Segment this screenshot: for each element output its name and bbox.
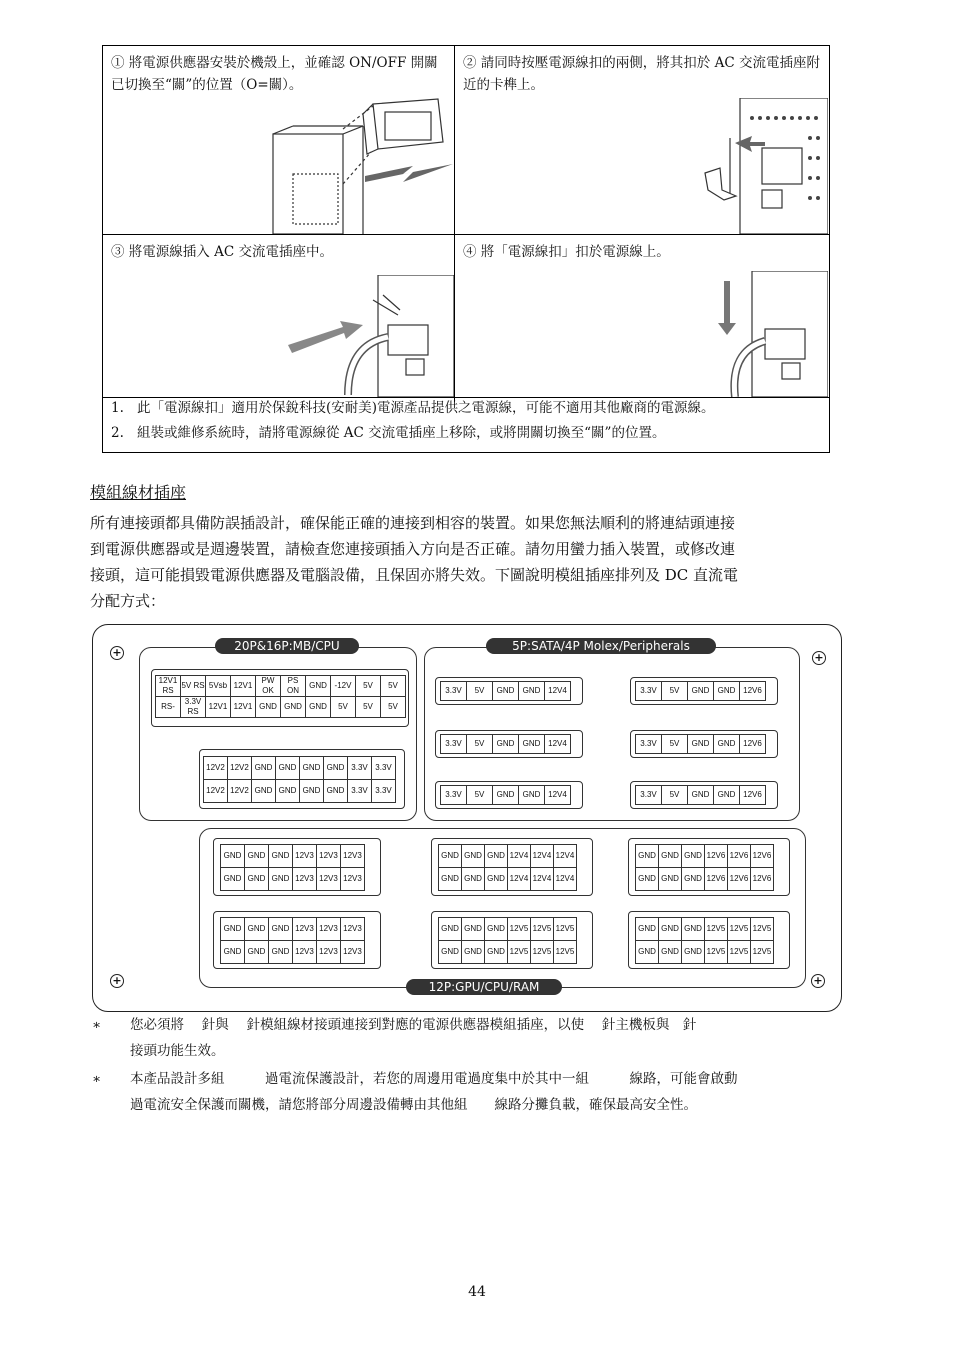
pin: GND xyxy=(682,845,705,868)
pin: GND xyxy=(485,941,508,964)
pin: GND xyxy=(324,757,348,780)
connector-12p xyxy=(628,838,790,896)
pin-table xyxy=(635,785,766,805)
section-title: 模組線材插座 xyxy=(90,483,187,502)
pin: GND xyxy=(682,868,705,891)
pin: GND xyxy=(485,845,508,868)
pin: GND xyxy=(276,757,300,780)
pin: 12V1 xyxy=(231,676,256,697)
pin: 5V xyxy=(467,786,493,805)
note-item xyxy=(111,398,821,418)
pin-table xyxy=(635,917,774,964)
pin-table xyxy=(440,785,571,805)
pin: GND xyxy=(659,868,682,891)
pin: 12V3 xyxy=(317,868,341,891)
pin: 3.3V xyxy=(441,735,467,754)
pin: 12V5 xyxy=(531,918,554,941)
connector-12p xyxy=(213,838,381,896)
connector-12p xyxy=(213,911,381,969)
pin: GND xyxy=(281,697,306,718)
pin: 5V xyxy=(467,682,493,701)
pin: 12V3 xyxy=(317,845,341,868)
pin: 12V3 xyxy=(293,918,317,941)
pin: GND xyxy=(519,786,545,805)
pin: 12V4 xyxy=(545,786,571,805)
pin: 12V6 xyxy=(705,845,728,868)
pin: 12V6 xyxy=(751,868,774,891)
pin: 12V4 xyxy=(545,735,571,754)
pin: GND xyxy=(300,780,324,803)
pin: GND xyxy=(439,845,462,868)
pin: GND xyxy=(306,697,331,718)
pin: 5V xyxy=(356,676,381,697)
pin: PW OK xyxy=(256,676,281,697)
pin: 3.3V xyxy=(372,757,396,780)
pin: GND xyxy=(714,786,740,805)
pin: 12V5 xyxy=(728,918,751,941)
pin: GND xyxy=(276,780,300,803)
pin: 3.3V RS xyxy=(181,697,206,718)
pin-table xyxy=(220,844,365,891)
pin: GND xyxy=(439,868,462,891)
connector-12p xyxy=(431,838,593,896)
pin: 12V6 xyxy=(728,868,751,891)
pin: 12V3 xyxy=(293,868,317,891)
paragraph-line: 所有連接頭都具備防誤插設計，確保能正確的連接到相容的裝置。如果您無法順利的將連結頭連接 xyxy=(90,514,736,532)
connector-5p xyxy=(435,730,583,758)
pin: 12V1 xyxy=(231,697,256,718)
pin: 12V4 xyxy=(554,845,577,868)
installation-steps-table xyxy=(102,45,830,453)
pin-table xyxy=(635,681,766,701)
step-cell xyxy=(103,235,454,397)
pin: GND xyxy=(221,941,245,964)
pin: 5V xyxy=(662,786,688,805)
pin: GND xyxy=(462,845,485,868)
pin: 5V xyxy=(381,676,406,697)
pin: 3.3V xyxy=(348,757,372,780)
pin: 12V4 xyxy=(545,682,571,701)
connector-5p xyxy=(630,677,778,705)
pin: 3.3V xyxy=(372,780,396,803)
clip-on-cord-illustration xyxy=(710,271,828,397)
paragraph-line: 分配方式： xyxy=(90,592,166,610)
pin: GND xyxy=(221,918,245,941)
pin: GND xyxy=(493,682,519,701)
note-number: 1. xyxy=(111,400,124,416)
mounting-hole-icon: + xyxy=(812,651,826,665)
pin: GND xyxy=(221,868,245,891)
pin: GND xyxy=(269,941,293,964)
pin: GND xyxy=(221,845,245,868)
pin: 3.3V xyxy=(636,735,662,754)
pin: GND xyxy=(439,941,462,964)
connector-5p xyxy=(630,781,778,809)
pin: 12V2 xyxy=(204,780,228,803)
pin: 12V5 xyxy=(751,941,774,964)
pin: PS ON xyxy=(281,676,306,697)
pin: GND xyxy=(493,735,519,754)
pin: GND xyxy=(306,676,331,697)
pin: GND xyxy=(485,918,508,941)
pin-table xyxy=(440,734,571,754)
pin: GND xyxy=(519,682,545,701)
pin: 12V3 xyxy=(341,868,365,891)
pin: GND xyxy=(688,682,714,701)
pin: 3.3V xyxy=(441,786,467,805)
pin: GND xyxy=(300,757,324,780)
pin: 12V4 xyxy=(531,868,554,891)
pin: GND xyxy=(493,786,519,805)
pin: 3.3V xyxy=(636,682,662,701)
cord-clip-illustration xyxy=(680,98,828,234)
pin: GND xyxy=(659,941,682,964)
pin-table xyxy=(220,917,365,964)
pin: GND xyxy=(659,918,682,941)
pin: 12V4 xyxy=(508,868,531,891)
pin: GND xyxy=(269,868,293,891)
pin: 5V xyxy=(662,682,688,701)
pin: GND xyxy=(252,780,276,803)
pin: 12V5 xyxy=(554,918,577,941)
pin: 12V1 xyxy=(206,697,231,718)
connector-12p xyxy=(431,911,593,969)
note-number: 2. xyxy=(111,425,124,441)
footnote-text: 接頭功能生效。 xyxy=(130,1043,225,1059)
mounting-hole-icon: + xyxy=(811,974,825,988)
step-text: ④ 將「電源線扣」扣於電源線上。 xyxy=(463,244,670,260)
pin: GND xyxy=(636,941,659,964)
step-cell xyxy=(455,235,829,397)
pin: GND xyxy=(714,735,740,754)
pin: 3.3V xyxy=(348,780,372,803)
step-cell xyxy=(103,46,454,234)
pin: 12V5 xyxy=(705,941,728,964)
pin: 12V6 xyxy=(728,845,751,868)
pin: GND xyxy=(659,845,682,868)
pin: 12V2 xyxy=(228,780,252,803)
pin: GND xyxy=(462,918,485,941)
pin-table xyxy=(438,844,577,891)
pin: GND xyxy=(269,845,293,868)
section-paragraph xyxy=(90,510,842,614)
pin: 12V5 xyxy=(751,918,774,941)
pin: GND xyxy=(519,735,545,754)
footnote-text: 您必須將 針與 針模組線材接頭連接到對應的電源供應器模組插座，以使 針主機板與 針 xyxy=(130,1017,697,1033)
pin: 12V6 xyxy=(751,845,774,868)
pin: 12V3 xyxy=(293,845,317,868)
note-text: 此「電源線扣」適用於保銳科技(安耐美)電源產品提供之電源線，可能不適用其他廠商的電源線。 xyxy=(137,400,715,416)
connector-5p xyxy=(435,677,583,705)
step-text: ③ 將電源線插入 AC 交流電插座中。 xyxy=(111,244,333,260)
connector-16p xyxy=(199,749,405,809)
pin: GND xyxy=(245,845,269,868)
modular-connector-diagram xyxy=(92,624,842,1012)
pin: 12V6 xyxy=(705,868,728,891)
pin: 12V3 xyxy=(317,918,341,941)
pin: 12V3 xyxy=(341,845,365,868)
asterisk-icon: ∗ xyxy=(92,1071,102,1087)
pin: GND xyxy=(714,682,740,701)
pin: 5V xyxy=(381,697,406,718)
pin-table xyxy=(635,734,766,754)
footnote-text: 過電流安全保護而關機，請您將部分周邊設備轉由其他組 線路分攤負載，確保最高安全性。 xyxy=(130,1097,697,1113)
pin: GND xyxy=(245,868,269,891)
pin: 5V RS xyxy=(181,676,206,697)
pin: 12V5 xyxy=(705,918,728,941)
pin: 12V5 xyxy=(728,941,751,964)
pin: 12V1 RS xyxy=(156,676,181,697)
paragraph-line: 到電源供應器或是週邊裝置，請檢查您連接頭插入方向是否正確。請勿用蠻力插入裝置，或修改連 xyxy=(90,540,736,558)
pin: 12V5 xyxy=(508,941,531,964)
step-text: ② 請同時按壓電源線扣的兩側，將其扣於 AC 交流電插座附近的卡榫上。 xyxy=(463,55,820,93)
step-cell xyxy=(455,46,829,234)
pin: GND xyxy=(636,845,659,868)
mounting-hole-icon: + xyxy=(110,646,124,660)
pin: GND xyxy=(636,918,659,941)
pin: GND xyxy=(269,918,293,941)
connector-5p xyxy=(630,730,778,758)
pin: GND xyxy=(462,941,485,964)
pin: GND xyxy=(682,918,705,941)
footnote-item xyxy=(92,1012,844,1064)
pin: GND xyxy=(256,697,281,718)
psu-installation-illustration xyxy=(263,94,453,234)
pin: 5V xyxy=(662,735,688,754)
pin: 12V2 xyxy=(228,757,252,780)
connector-5p xyxy=(435,781,583,809)
pin: 5Vsb xyxy=(206,676,231,697)
pin: GND xyxy=(688,786,714,805)
pin-table xyxy=(440,681,571,701)
pin: GND xyxy=(688,735,714,754)
power-cord-insertion-illustration xyxy=(288,275,454,397)
pin: 12V5 xyxy=(554,941,577,964)
pin: 12V2 xyxy=(204,757,228,780)
pin: 12V3 xyxy=(341,941,365,964)
pin: 5V xyxy=(356,697,381,718)
pin: 3.3V xyxy=(636,786,662,805)
sata-peripherals-header: 5P:SATA/4P Molex/Peripherals xyxy=(486,638,716,654)
pin: 12V6 xyxy=(740,735,766,754)
pin: 12V3 xyxy=(317,941,341,964)
pin: RS- xyxy=(156,697,181,718)
pin: GND xyxy=(462,868,485,891)
pin: -12V xyxy=(331,676,356,697)
mounting-hole-icon: + xyxy=(110,974,124,988)
pin: 12V5 xyxy=(531,941,554,964)
pin: 12V5 xyxy=(508,918,531,941)
pin: 12V6 xyxy=(740,786,766,805)
note-item xyxy=(111,423,821,443)
connector-12p xyxy=(628,911,790,969)
pin: GND xyxy=(324,780,348,803)
gpu-cpu-ram-header: 12P:GPU/CPU/RAM xyxy=(406,979,562,995)
pin: 12V4 xyxy=(554,868,577,891)
pin: 12V4 xyxy=(508,845,531,868)
pin-table xyxy=(155,675,406,718)
footnote-item xyxy=(92,1066,844,1118)
paragraph-line: 接頭，這可能損毀電源供應器及電腦設備，且保固亦將失效。下圖說明模組插座排列及 DC 直流電 xyxy=(90,566,739,584)
pin: 5V xyxy=(467,735,493,754)
mb-cpu-header: 20P&16P:MB/CPU xyxy=(215,638,359,654)
pin: 5V xyxy=(331,697,356,718)
pin: GND xyxy=(439,918,462,941)
pin: 12V6 xyxy=(740,682,766,701)
pin: GND xyxy=(682,941,705,964)
footnote-text: 本產品設計多組 過電流保護設計，若您的周邊用電過度集中於其中一組 線路，可能會啟動 xyxy=(130,1071,738,1087)
pin: GND xyxy=(245,918,269,941)
connector-20p xyxy=(151,669,409,727)
pin: 12V3 xyxy=(293,941,317,964)
note-text: 組裝或維修系統時，請將電源線從 AC 交流電插座上移除，或將開關切換至“關”的位置。 xyxy=(137,425,666,441)
pin: GND xyxy=(485,868,508,891)
pin-table xyxy=(635,844,774,891)
pin: GND xyxy=(636,868,659,891)
pin: 3.3V xyxy=(441,682,467,701)
footnotes xyxy=(92,1012,844,1118)
page-number: 44 xyxy=(468,1284,486,1300)
pin: 12V4 xyxy=(531,845,554,868)
pin: 12V3 xyxy=(341,918,365,941)
asterisk-icon: ∗ xyxy=(92,1017,102,1033)
pin: GND xyxy=(245,941,269,964)
step-text: ① 將電源供應器安裝於機殼上，並確認 ON/OFF 開關已切換至“關”的位置（O=關）。 xyxy=(111,55,438,93)
pin-table xyxy=(438,917,577,964)
pin-table xyxy=(203,756,396,803)
pin: GND xyxy=(252,757,276,780)
